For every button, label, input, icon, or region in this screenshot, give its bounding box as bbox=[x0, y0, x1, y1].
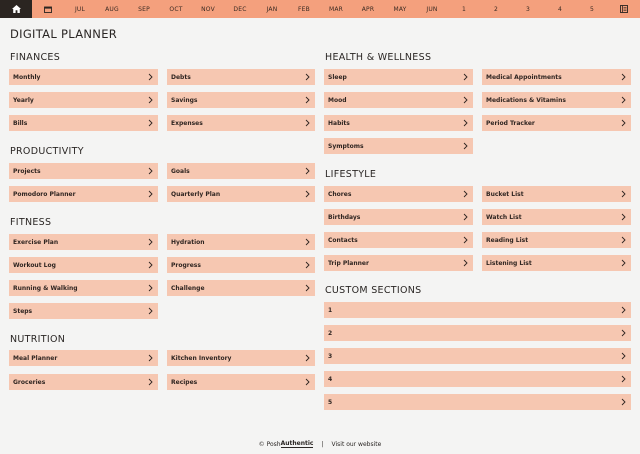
chevron-right-icon bbox=[458, 186, 468, 202]
chevron-right-icon bbox=[300, 163, 310, 179]
link-monthly[interactable] bbox=[9, 69, 158, 85]
link-label: Expenses bbox=[171, 119, 203, 127]
link-label: Birthdays bbox=[328, 213, 361, 221]
chevron-right-icon bbox=[616, 394, 626, 410]
nav-month-nov[interactable]: NOV bbox=[201, 5, 215, 13]
chevron-right-icon bbox=[616, 232, 626, 248]
section-title-nutrition: NUTRITION bbox=[10, 334, 66, 345]
chevron-right-icon bbox=[616, 69, 626, 85]
home-icon bbox=[12, 5, 21, 13]
chevron-right-icon bbox=[300, 186, 310, 202]
chevron-right-icon bbox=[143, 69, 153, 85]
chevron-right-icon bbox=[300, 374, 310, 390]
link-label: Kitchen Inventory bbox=[171, 354, 232, 362]
link-bills[interactable] bbox=[9, 115, 158, 131]
chevron-right-icon bbox=[458, 232, 468, 248]
calendar-button[interactable] bbox=[32, 0, 64, 18]
link-challenge[interactable] bbox=[167, 280, 315, 296]
footer-copyright: © Posh bbox=[258, 440, 281, 448]
link-label: Pomodoro Planner bbox=[13, 190, 76, 198]
chevron-right-icon bbox=[143, 92, 153, 108]
chevron-right-icon bbox=[616, 348, 626, 364]
link-kitchen-inventory[interactable] bbox=[167, 350, 315, 366]
link-expenses[interactable] bbox=[167, 115, 315, 131]
nav-month-mar[interactable]: MAR bbox=[328, 5, 344, 13]
nav-month-may[interactable]: MAY bbox=[393, 5, 407, 13]
link-symptoms[interactable] bbox=[324, 138, 473, 154]
footer-separator: | bbox=[321, 440, 324, 448]
chevron-right-icon bbox=[143, 257, 153, 273]
chevron-right-icon bbox=[143, 280, 153, 296]
link-label: Trip Planner bbox=[328, 259, 369, 267]
chevron-right-icon bbox=[143, 350, 153, 366]
nav-month-dec[interactable]: DEC bbox=[233, 5, 247, 13]
link-label: Debts bbox=[171, 73, 191, 81]
chevron-right-icon bbox=[458, 255, 468, 271]
section-title-productivity: PRODUCTIVITY bbox=[10, 146, 84, 157]
nav-week-3[interactable]: 3 bbox=[525, 5, 531, 13]
link-custom-2[interactable] bbox=[324, 325, 631, 341]
link-bucket-list[interactable] bbox=[482, 186, 631, 202]
link-goals[interactable] bbox=[167, 163, 315, 179]
link-progress[interactable] bbox=[167, 257, 315, 273]
chevron-right-icon bbox=[143, 303, 153, 319]
link-label: Workout Log bbox=[13, 261, 56, 269]
link-label: Medications & Vitamins bbox=[486, 96, 566, 104]
chevron-right-icon bbox=[300, 115, 310, 131]
link-label: Reading List bbox=[486, 236, 529, 244]
link-label: 1 bbox=[328, 306, 333, 314]
footer-brand[interactable]: Authentic bbox=[280, 440, 314, 447]
link-birthdays[interactable] bbox=[324, 209, 473, 225]
chevron-right-icon bbox=[300, 69, 310, 85]
chevron-right-icon bbox=[143, 186, 153, 202]
link-label: Watch List bbox=[486, 213, 522, 221]
link-label: Chores bbox=[328, 190, 352, 198]
chevron-right-icon bbox=[143, 115, 153, 131]
nav-month-jun[interactable]: JUN bbox=[426, 5, 438, 13]
section-title-custom-sections: CUSTOM SECTIONS bbox=[325, 285, 422, 296]
link-label: Hydration bbox=[171, 238, 205, 246]
link-custom-3[interactable] bbox=[324, 348, 631, 364]
nav-month-feb[interactable]: FEB bbox=[298, 5, 310, 13]
chevron-right-icon bbox=[143, 234, 153, 250]
chevron-right-icon bbox=[616, 325, 626, 341]
link-trip-planner[interactable] bbox=[324, 255, 473, 271]
link-projects[interactable] bbox=[9, 163, 158, 179]
link-label: Mood bbox=[328, 96, 347, 104]
nav-week-5[interactable]: 5 bbox=[589, 5, 595, 13]
link-steps[interactable] bbox=[9, 303, 158, 319]
calendar-icon bbox=[44, 6, 52, 13]
top-navigation bbox=[0, 0, 640, 18]
link-label: Bucket List bbox=[486, 190, 524, 198]
link-label: Sleep bbox=[328, 73, 347, 81]
home-button[interactable] bbox=[0, 0, 32, 18]
notebook-icon bbox=[620, 5, 628, 13]
link-sleep[interactable] bbox=[324, 69, 473, 85]
chevron-right-icon bbox=[458, 209, 468, 225]
footer bbox=[0, 440, 640, 448]
footer-website-link[interactable]: Visit our website bbox=[331, 440, 382, 448]
link-label: 5 bbox=[328, 398, 333, 406]
section-title-finances: FINANCES bbox=[10, 52, 61, 63]
link-label: Savings bbox=[171, 96, 198, 104]
link-label: Habits bbox=[328, 119, 350, 127]
link-label: Exercise Plan bbox=[13, 238, 59, 246]
link-label: Progress bbox=[171, 261, 201, 269]
nav-week-4[interactable]: 4 bbox=[557, 5, 563, 13]
chevron-right-icon bbox=[458, 92, 468, 108]
chevron-right-icon bbox=[300, 257, 310, 273]
link-exercise-plan[interactable] bbox=[9, 234, 158, 250]
link-label: 3 bbox=[328, 352, 333, 360]
link-pomodoro-planner[interactable] bbox=[9, 186, 158, 202]
nav-month-sep[interactable]: SEP bbox=[138, 5, 150, 13]
link-medical-appointments[interactable] bbox=[482, 69, 631, 85]
link-label: Contacts bbox=[328, 236, 358, 244]
link-yearly[interactable] bbox=[9, 92, 158, 108]
link-quarterly-plan[interactable] bbox=[167, 186, 315, 202]
nav-month-jan[interactable]: JAN bbox=[266, 5, 278, 13]
link-label: Goals bbox=[171, 167, 190, 175]
link-hydration[interactable] bbox=[167, 234, 315, 250]
link-custom-5[interactable] bbox=[324, 394, 631, 410]
link-label: Medical Appointments bbox=[486, 73, 562, 81]
link-label: Symptoms bbox=[328, 142, 364, 150]
page-title: DIGITAL PLANNER bbox=[10, 27, 118, 41]
chevron-right-icon bbox=[300, 350, 310, 366]
link-meal-planner[interactable] bbox=[9, 350, 158, 366]
nav-week-2[interactable]: 2 bbox=[493, 5, 499, 13]
link-label: Yearly bbox=[13, 96, 34, 104]
link-label: Listening List bbox=[486, 259, 532, 267]
link-debts[interactable] bbox=[167, 69, 315, 85]
link-custom-1[interactable] bbox=[324, 302, 631, 318]
chevron-right-icon bbox=[458, 69, 468, 85]
chevron-right-icon bbox=[616, 302, 626, 318]
chevron-right-icon bbox=[616, 255, 626, 271]
link-label: 4 bbox=[328, 375, 333, 383]
chevron-right-icon bbox=[458, 115, 468, 131]
section-title-lifestyle: LIFESTYLE bbox=[325, 169, 377, 180]
chevron-right-icon bbox=[616, 115, 626, 131]
nav-month-apr[interactable]: APR bbox=[361, 5, 375, 13]
link-label: Challenge bbox=[171, 284, 205, 292]
chevron-right-icon bbox=[616, 92, 626, 108]
link-label: Quarterly Plan bbox=[171, 190, 221, 198]
notes-button[interactable] bbox=[608, 0, 640, 18]
link-chores[interactable] bbox=[324, 186, 473, 202]
link-label: Running & Walking bbox=[13, 284, 78, 292]
link-label: Monthly bbox=[13, 73, 41, 81]
link-label: Groceries bbox=[13, 378, 46, 386]
link-label: Steps bbox=[13, 307, 33, 315]
link-workout-log[interactable] bbox=[9, 257, 158, 273]
link-label: Period Tracker bbox=[486, 119, 535, 127]
chevron-right-icon bbox=[458, 138, 468, 154]
nav-month-oct[interactable]: OCT bbox=[169, 5, 183, 13]
link-period-tracker[interactable] bbox=[482, 115, 631, 131]
nav-month-aug[interactable]: AUG bbox=[105, 5, 119, 13]
link-groceries[interactable] bbox=[9, 374, 158, 390]
link-mood[interactable] bbox=[324, 92, 473, 108]
chevron-right-icon bbox=[616, 186, 626, 202]
link-contacts[interactable] bbox=[324, 232, 473, 248]
link-habits[interactable] bbox=[324, 115, 473, 131]
chevron-right-icon bbox=[616, 209, 626, 225]
chevron-right-icon bbox=[300, 234, 310, 250]
link-running-walking[interactable] bbox=[9, 280, 158, 296]
nav-week-1[interactable]: 1 bbox=[461, 5, 467, 13]
link-label: Meal Planner bbox=[13, 354, 58, 362]
link-savings[interactable] bbox=[167, 92, 315, 108]
section-title-fitness: FITNESS bbox=[10, 217, 52, 228]
nav-month-jul[interactable]: JUL bbox=[74, 5, 86, 13]
link-label: Projects bbox=[13, 167, 41, 175]
link-recipes[interactable] bbox=[167, 374, 315, 390]
link-label: Recipes bbox=[171, 378, 198, 386]
chevron-right-icon bbox=[300, 280, 310, 296]
chevron-right-icon bbox=[143, 374, 153, 390]
link-listening-list[interactable] bbox=[482, 255, 631, 271]
link-reading-list[interactable] bbox=[482, 232, 631, 248]
link-label: 2 bbox=[328, 329, 333, 337]
link-label: Bills bbox=[13, 119, 28, 127]
link-custom-4[interactable] bbox=[324, 371, 631, 387]
chevron-right-icon bbox=[616, 371, 626, 387]
link-medications-vitamins[interactable] bbox=[482, 92, 631, 108]
chevron-right-icon bbox=[300, 92, 310, 108]
chevron-right-icon bbox=[143, 163, 153, 179]
link-watch-list[interactable] bbox=[482, 209, 631, 225]
section-title-health-wellness: HEALTH & WELLNESS bbox=[325, 52, 432, 63]
